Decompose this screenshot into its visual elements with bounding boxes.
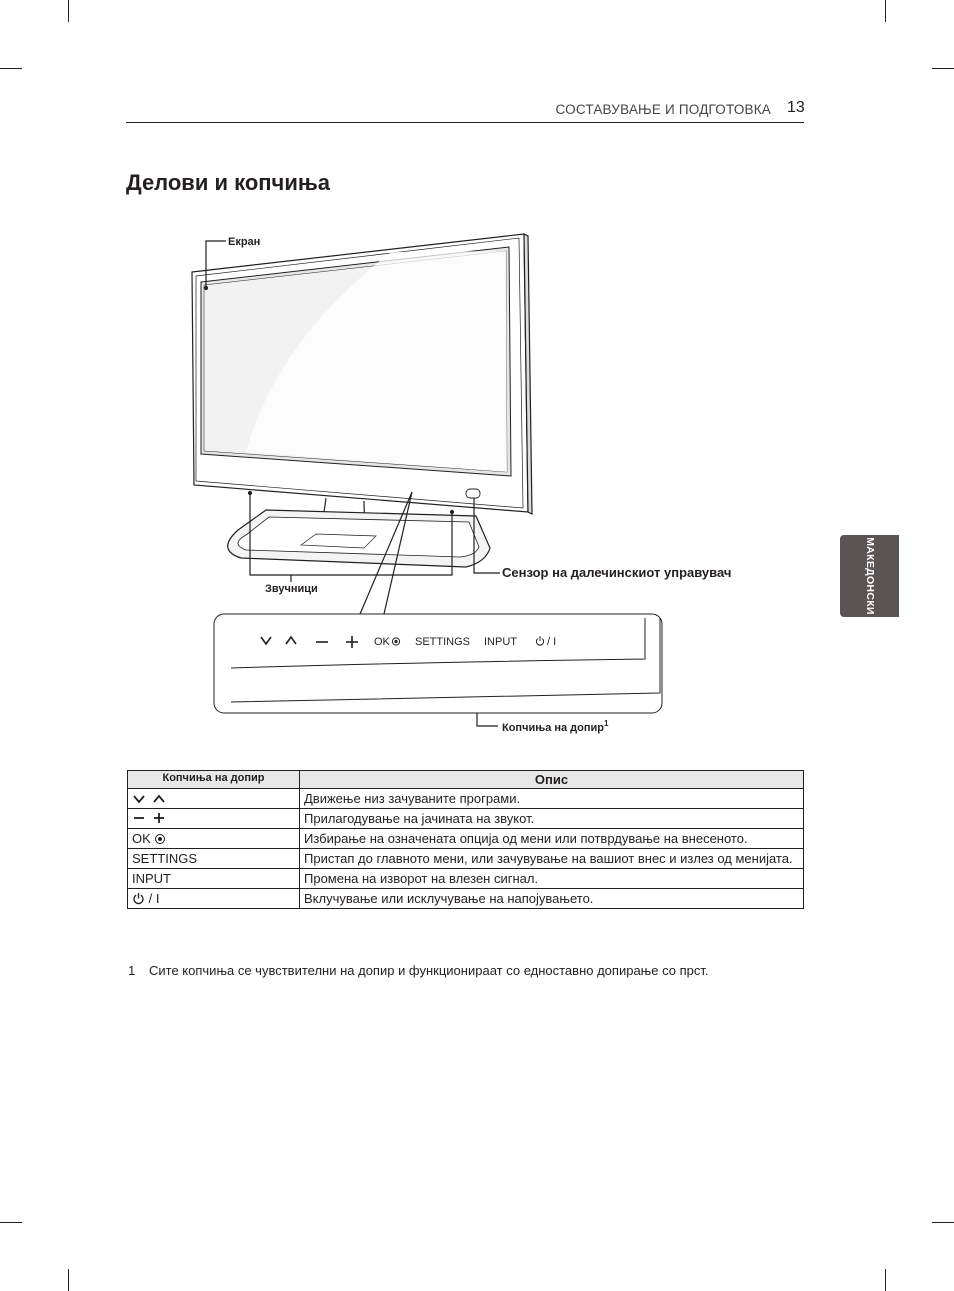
panel-ok-label: OK [374, 636, 390, 648]
footnote-text: Сите копчиња се чувствителни на допир и функционираат со едноставно допирање со прст. [149, 963, 709, 978]
button-cell [128, 829, 300, 849]
crop-mark [885, 1269, 886, 1291]
crop-mark [0, 1222, 22, 1223]
description-cell: Движење низ зачуваните програми. [300, 789, 804, 809]
language-tab[interactable] [840, 535, 899, 617]
description-cell: Вклучување или исклучување на напојувањето. [300, 889, 804, 909]
table-row [128, 829, 804, 849]
button-cell: SETTINGS [128, 849, 300, 869]
table-header-description: Опис [300, 771, 804, 789]
chevron-down-up-icon [132, 793, 168, 805]
language-tab-label: МАКЕДОНСКИ [863, 537, 876, 615]
power-icon [132, 892, 145, 905]
description-cell: Промена на изворот на влезен сигнал. [300, 869, 804, 889]
header-divider [126, 122, 804, 123]
table-header-row [128, 771, 804, 789]
description-cell: Пристап до главното мени, или зачувување на вашиот внес и излез од менијата. [300, 849, 804, 869]
button-label-ok: OK [132, 831, 151, 846]
crop-mark [68, 1269, 69, 1291]
table-row [128, 849, 804, 869]
button-cell [128, 809, 300, 829]
table-header-buttons: Копчиња на допир [128, 771, 300, 789]
buttons-table [127, 770, 804, 909]
crop-mark [932, 1222, 954, 1223]
description-cell: Избирање на означената опција од мени или потврдување на внесеното. [300, 829, 804, 849]
footnote-number: 1 [128, 963, 136, 978]
crop-mark [885, 0, 886, 22]
table-row [128, 889, 804, 909]
button-cell [128, 789, 300, 809]
panel-power-label: / I [547, 636, 557, 648]
label-screen: Екран [228, 236, 261, 248]
footnote [128, 963, 708, 978]
page-title: Делови и копчиња [126, 170, 331, 195]
minus-plus-icon [132, 811, 168, 825]
button-cell [128, 889, 300, 909]
label-touch-buttons: Копчиња на допир$^1$ [502, 719, 609, 734]
crop-mark [68, 0, 69, 22]
monitor-illustration [192, 234, 532, 567]
touch-panel-closeup [214, 614, 662, 713]
tv-diagram [126, 222, 766, 742]
table-row [128, 789, 804, 809]
crop-mark [0, 68, 22, 69]
description-cell: Прилагодување на јачината на звукот. [300, 809, 804, 829]
section-header: СОСТАВУВАЊЕ И ПОДГОТОВКА [555, 102, 771, 117]
label-speakers: Звучници [265, 583, 318, 595]
panel-settings-label: SETTINGS [415, 636, 471, 648]
label-remote-sensor: Сензор на далечинскиот управувач [502, 565, 732, 580]
button-label-power: / I [148, 891, 160, 906]
page-number: 13 [787, 99, 805, 116]
crop-mark [932, 68, 954, 69]
button-cell: INPUT [128, 869, 300, 889]
table-row [128, 809, 804, 829]
ok-dot-icon [154, 833, 166, 845]
panel-input-label: INPUT [484, 636, 517, 648]
table-row [128, 869, 804, 889]
